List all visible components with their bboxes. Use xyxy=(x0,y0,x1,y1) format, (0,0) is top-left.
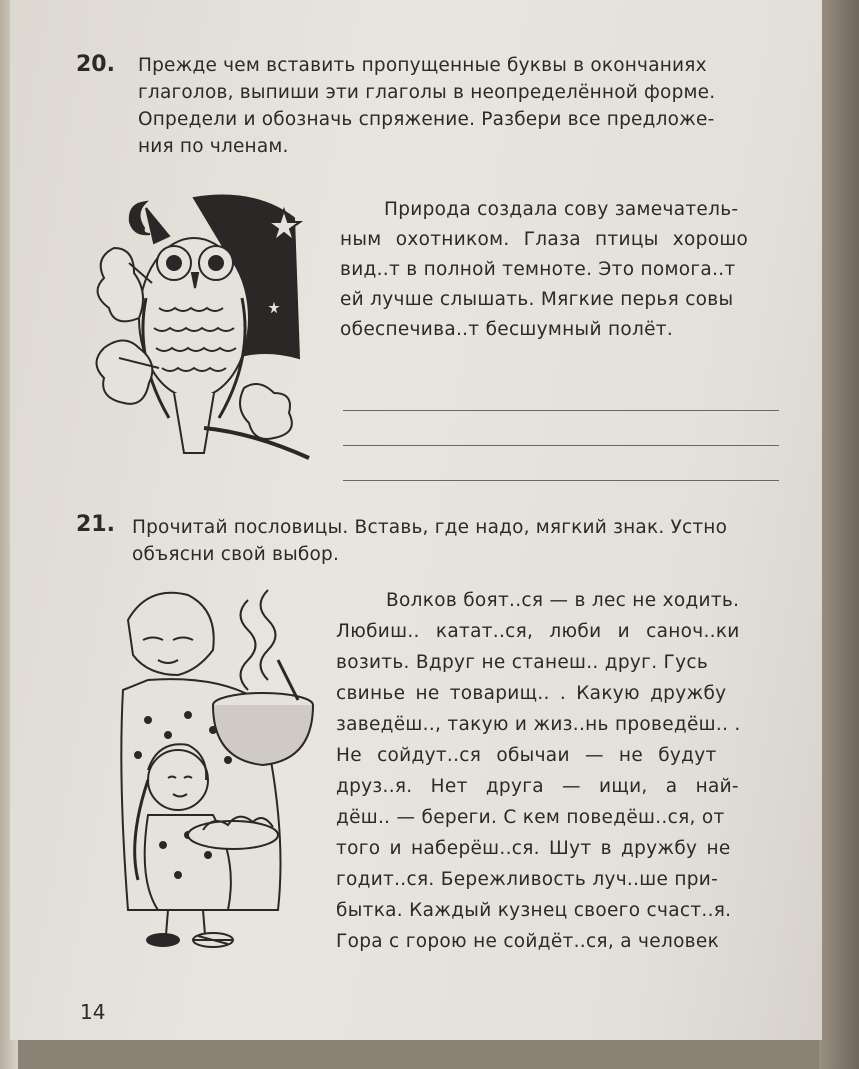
task-20-instruction xyxy=(138,52,818,160)
grandmother-girl-illustration xyxy=(88,580,328,950)
task-21-instruction xyxy=(132,514,822,568)
task-20-passage xyxy=(340,195,748,345)
task-21-instruction-line: объясни свой выбор. xyxy=(132,544,340,565)
passage-line: Не сойдут..ся обычаи — не будут xyxy=(336,745,717,766)
task-20-number: 20. xyxy=(76,52,115,77)
passage-line: ей лучше слышать. Мягкие перья совы xyxy=(340,289,734,310)
task-21-instruction-line: Прочитай пословицы. Вставь, где надо, мягкий знак. Устно xyxy=(132,517,728,538)
passage-line: Волков боят..ся — в лес не ходить. xyxy=(386,590,740,611)
answer-line xyxy=(343,480,779,481)
passage-line: свинье не товарищ.. . Какую дружбу xyxy=(336,683,727,704)
passage-line: дёш.. — береги. С кем поведёш..ся, от xyxy=(336,807,725,828)
passage-line: вид..т в полной темноте. Это помога..т xyxy=(340,259,736,280)
passage-line: бытка. Каждый кузнец своего счаст..я. xyxy=(336,900,732,921)
task-20-instruction-line: Прежде чем вставить пропущенные буквы в окончаниях xyxy=(138,55,707,76)
page-number: 14 xyxy=(80,1000,106,1024)
passage-line: Любиш.. катат..ся, люби и саноч..ки xyxy=(336,621,740,642)
passage-line: годит..ся. Бережливость луч..ше при- xyxy=(336,869,719,890)
task-20-instruction-line: Определи и обозначь спряжение. Разбери все предложе- xyxy=(138,109,715,130)
passage-line: ным охотником. Глаза птицы хорошо xyxy=(340,229,749,250)
task-21-number: 21. xyxy=(76,512,115,537)
passage-line: заведёш.., такую и жиз..нь проведёш.. . xyxy=(336,714,741,735)
passage-line: Природа создала сову замечатель- xyxy=(384,199,739,220)
task-21-passage xyxy=(336,585,741,957)
passage-line: обеспечива..т бесшумный полёт. xyxy=(340,319,674,340)
answer-line xyxy=(343,410,779,411)
passage-line: друз..я. Нет друга — ищи, а най- xyxy=(336,776,739,797)
passage-line: того и наберёш..ся. Шут в дружбу не xyxy=(336,838,731,859)
workbook-page xyxy=(10,0,822,1040)
task-20-instruction-line: ния по членам. xyxy=(138,136,289,157)
passage-line: возить. Вдруг не станеш.. друг. Гусь xyxy=(336,652,709,673)
book-edge xyxy=(819,0,859,1069)
task-20-instruction-line: глаголов, выпиши эти глаголы в неопределённой форме. xyxy=(138,82,716,103)
answer-line xyxy=(343,445,779,446)
passage-line: Гора с горою не сойдёт..ся, а человек xyxy=(336,931,720,952)
owl-illustration xyxy=(84,188,314,468)
